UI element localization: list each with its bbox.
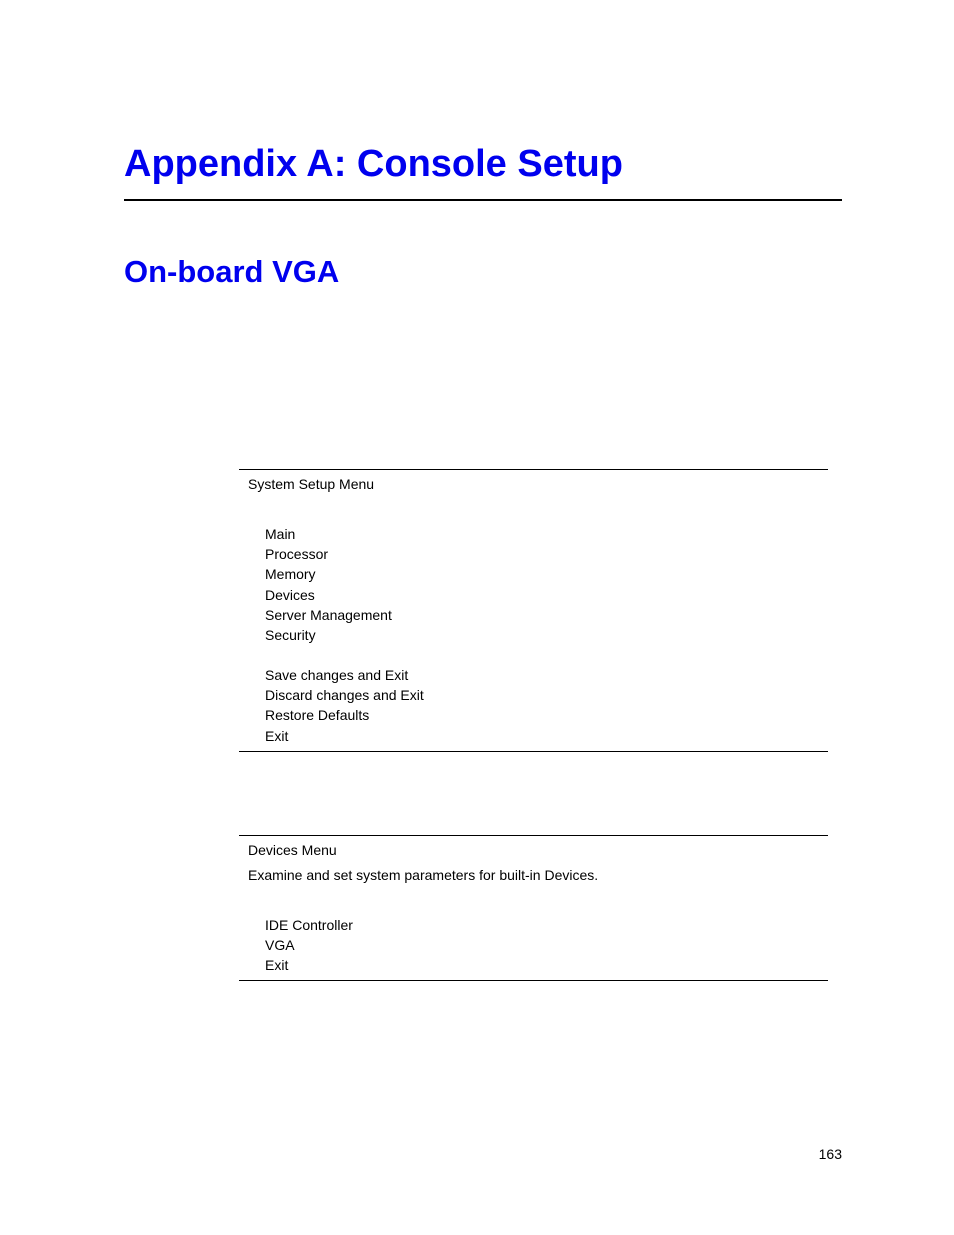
menu-item-vga: VGA bbox=[265, 937, 295, 954]
menu-item-exit: Exit bbox=[265, 727, 289, 744]
chapter-divider bbox=[124, 199, 842, 201]
menu-item-processor: Processor bbox=[265, 546, 329, 563]
system-setup-menu-box bbox=[239, 469, 828, 752]
system-setup-exit-items bbox=[265, 665, 424, 746]
system-setup-menu-title: System Setup Menu bbox=[248, 476, 375, 492]
page-number: 163 bbox=[818, 1146, 842, 1162]
chapter-title: Appendix A: Console Setup bbox=[124, 143, 623, 185]
menu-item-memory: Memory bbox=[265, 566, 316, 583]
menu-item-devices: Devices bbox=[265, 586, 315, 603]
menu-item-server-management: Server Management bbox=[265, 606, 392, 623]
devices-menu-title: Devices Menu bbox=[248, 842, 337, 858]
devices-menu-box bbox=[239, 835, 828, 981]
menu-item-discard-changes-and-exit: Discard changes and Exit bbox=[265, 687, 424, 704]
menu-item-security: Security bbox=[265, 626, 316, 643]
menu-item-main: Main bbox=[265, 526, 296, 542]
menu-item-ide-controller: IDE Controller bbox=[265, 917, 353, 933]
menu-item-restore-defaults: Restore Defaults bbox=[265, 707, 370, 724]
section-title: On-board VGA bbox=[124, 254, 340, 289]
devices-menu-items bbox=[265, 915, 353, 976]
system-setup-menu-items bbox=[265, 524, 392, 645]
menu-item-save-changes-and-exit: Save changes and Exit bbox=[265, 667, 409, 683]
devices-menu-description: Examine and set system parameters for built-in Devices. bbox=[248, 867, 599, 883]
menu-item-exit: Exit bbox=[265, 957, 289, 974]
